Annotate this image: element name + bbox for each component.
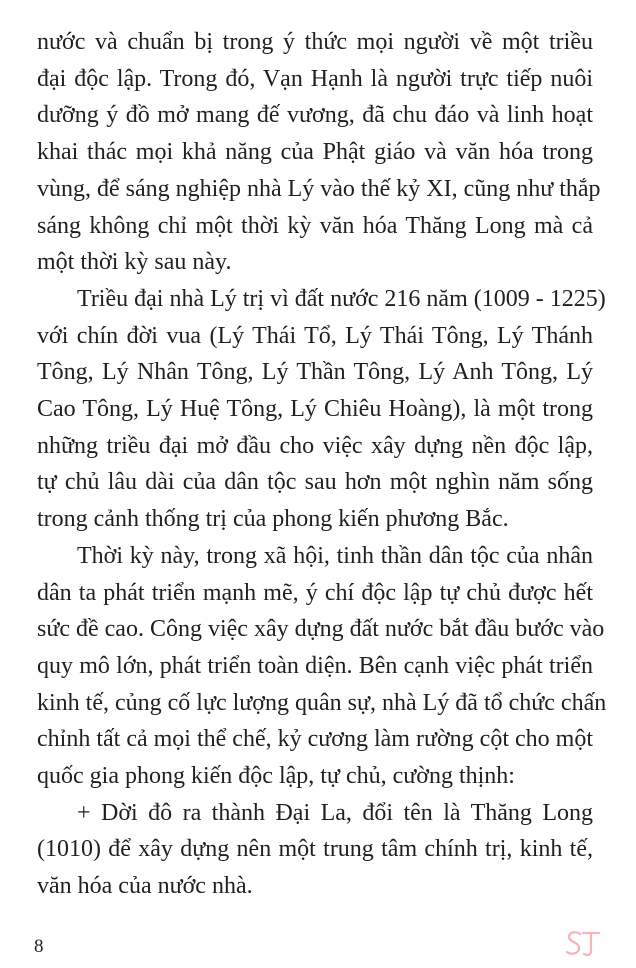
text-line: một thời kỳ sau này. bbox=[37, 249, 232, 276]
text-line: khai thác mọi khả năng của Phật giáo và văn hóa trong bbox=[37, 139, 593, 166]
text-line: vùng, để sáng nghiệp nhà Lý vào thế kỷ XI, cũng như thắp bbox=[37, 175, 601, 202]
text-line: quốc gia phong kiến độc lập, tự chủ, cường thịnh: bbox=[37, 763, 515, 790]
text-line: Tông, Lý Nhân Tông, Lý Thần Tông, Lý Anh Tông, Lý bbox=[37, 359, 593, 386]
text-line: chỉnh tất cả mọi thể chế, kỷ cương làm rường cột cho một bbox=[37, 726, 593, 753]
text-line: quy mô lớn, phát triển toàn diện. Bên cạnh việc phát triển bbox=[37, 652, 593, 679]
text-line: Triều đại nhà Lý trị vì đất nước 216 năm (1009 - 1225) bbox=[77, 285, 606, 312]
text-line: những triều đại mở đầu cho việc xây dựng nền độc lập, bbox=[37, 432, 593, 459]
text-line: tự chủ lâu dài của dân tộc sau hơn một nghìn năm sống bbox=[37, 469, 593, 496]
paragraph-1 bbox=[37, 24, 601, 281]
body-text bbox=[37, 24, 607, 905]
text-line: Thời kỳ này, trong xã hội, tinh thần dân tộc của nhân bbox=[77, 542, 593, 569]
paragraph-2 bbox=[37, 281, 606, 538]
text-line: dân ta phát triển mạnh mẽ, ý chí độc lập tự chủ được hết bbox=[37, 579, 593, 606]
paragraph-4 bbox=[37, 795, 593, 905]
text-line: trong cảnh thống trị của phong kiến phương Bắc. bbox=[37, 506, 509, 533]
text-line: (1010) để xây dựng nên một trung tâm chính trị, kinh tế, bbox=[37, 836, 593, 863]
publisher-logo-icon bbox=[565, 928, 601, 958]
text-line: sức đề cao. Công việc xây dựng đất nước bắt đầu bước vào bbox=[37, 616, 605, 643]
text-line: sáng không chỉ một thời kỳ văn hóa Thăng Long mà cả bbox=[37, 212, 593, 239]
text-line: kinh tế, củng cố lực lượng quân sự, nhà Lý đã tổ chức chấn bbox=[37, 689, 607, 716]
text-line: Cao Tông, Lý Huệ Tông, Lý Chiêu Hoàng), là một trong bbox=[37, 396, 593, 423]
text-line: + Dời đô ra thành Đại La, đổi tên là Thăng Long bbox=[77, 799, 593, 826]
page-number: 8 bbox=[34, 936, 44, 957]
paragraph-3 bbox=[37, 538, 607, 795]
text-line: dưỡng ý đồ mở mang đế vương, đã chu đáo và linh hoạt bbox=[37, 102, 593, 129]
text-line: văn hóa của nước nhà. bbox=[37, 873, 253, 900]
text-line: với chín đời vua (Lý Thái Tổ, Lý Thái Tông, Lý Thánh bbox=[37, 322, 593, 349]
text-line: đại độc lập. Trong đó, Vạn Hạnh là người trực tiếp nuôi bbox=[37, 65, 593, 92]
text-line: nước và chuẩn bị trong ý thức mọi người về một triều bbox=[37, 29, 593, 55]
